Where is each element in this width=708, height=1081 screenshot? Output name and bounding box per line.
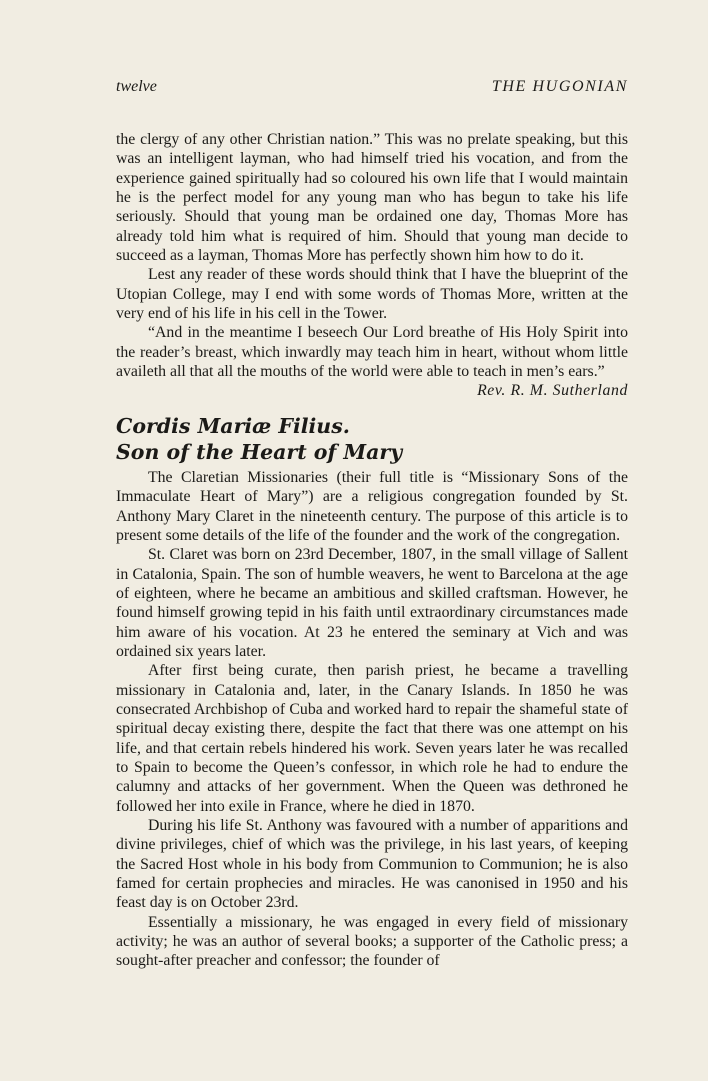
quotation-paragraph: “And in the meantime I beseech Our Lord breathe of His Holy Spirit into the reader’s breast, which inwardly may teach him in heart, without whom little availeth all that all the mouths of the world were able to teach in men’s ears.” bbox=[116, 324, 628, 381]
article bbox=[116, 413, 628, 971]
running-header bbox=[116, 78, 628, 100]
article-title-english: Son of the Heart of Mary bbox=[116, 439, 403, 464]
paragraph: St. Claret was born on 23rd December, 1807, in the small village of Sallent in Catalonia, Spain. The son of humble weavers, he went to Barcelona at the age of eighteen, where he became an ambitious and skilled craftsman. However, he found himself growing tepid in his faith until extraordinary circumstances made him aware of his vocation. At 23 he entered the seminary at Vich and was ordained six years later. bbox=[116, 546, 628, 660]
paragraph: After first being curate, then parish priest, he became a travelling missionary in Catalonia and, later, in the Canary Islands. In 1850 he was consecrated Archbishop of Cuba and worked hard to repair the shameful state of spiritual decay existing there, despite the fact that there was one attempt on his life, and that certain rebels hindered his work. Seven years later he was recalled to Spain to become the Queen’s confessor, in which role he had to endure the calumny and attacks of her government. When the Queen was dethroned he followed her into exile in France, where he died in 1870. bbox=[116, 662, 628, 815]
page-number: twelve bbox=[116, 78, 157, 95]
continued-article bbox=[116, 130, 628, 401]
author-signature: Rev. R. M. Sutherland bbox=[477, 382, 628, 400]
paragraph: Lest any reader of these words should think that I have the blueprint of the Utopian College, may I end with some words of Thomas More, written at the very end of his life in his cell in the Tower. bbox=[116, 266, 628, 323]
article-title bbox=[116, 413, 628, 465]
paragraph: the clergy of any other Christian nation.” This was no prelate speaking, but this was an intelligent layman, who had himself tried his vocation, and from the experience gained spiritually had so coloured his own life that I would maintain he is the perfect model for any young man who has begun to take his life seriously. Should that young man be ordained one day, Thomas More has already told him what is required of him. Should that young man decide to succeed as a layman, Thomas More has perfectly shown him how to do it. bbox=[116, 131, 628, 265]
article-title-latin: Cordis Mariæ Filius. bbox=[116, 413, 350, 438]
page-body bbox=[116, 130, 628, 971]
paragraph: The Claretian Missionaries (their full title is “Missionary Sons of the Immaculate Heart of Mary”) are a religious congregation founded by St. Anthony Mary Claret in the nineteenth century. The purpose of this article is to present some details of the life of the founder and the work of the congregation. bbox=[116, 468, 628, 544]
paragraph: During his life St. Anthony was favoured with a number of apparitions and divine privileges, chief of which was the privilege, in his last years, of keeping the Sacred Host whole in his body from Communion to Communion; he is also famed for certain prophecies and miracles. He was canonised in 1950 and his feast day is on October 23rd. bbox=[116, 817, 628, 912]
paragraph: Essentially a missionary, he was engaged in every field of missionary activity; he was an author of several books; a supporter of the Catholic press; a sought-after preacher and confessor; the founder of bbox=[116, 913, 628, 970]
journal-title: THE HUGONIAN bbox=[491, 78, 628, 95]
